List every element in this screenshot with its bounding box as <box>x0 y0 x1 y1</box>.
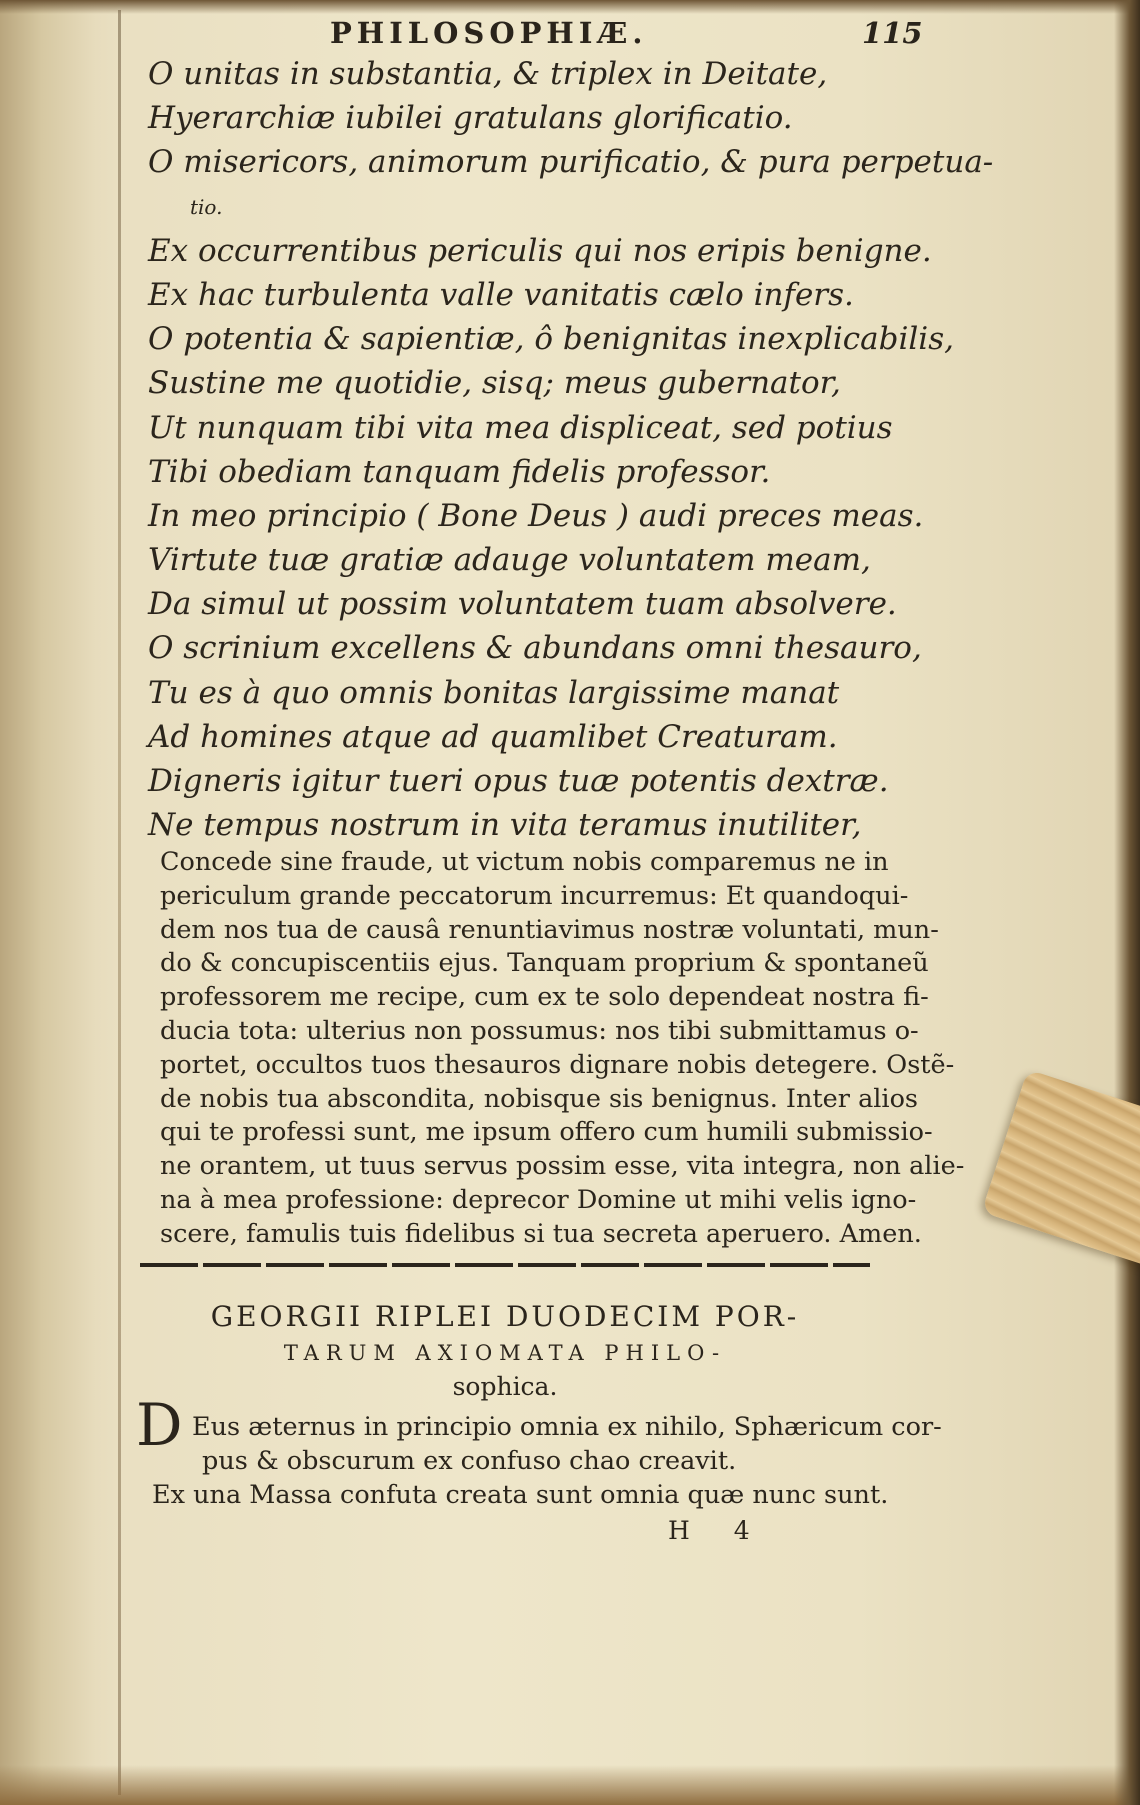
prose-line: periculum grande peccatorum incurremus: Et quandoqui- <box>160 880 909 911</box>
prayer-paragraph <box>160 846 965 1252</box>
body-line: Ex una Massa confuta creata sunt omnia quæ nunc sunt. <box>152 1480 889 1510</box>
prose-line: portet, occultos tuos thesauros dignare nobis detegere. Ostẽ- <box>160 1049 955 1080</box>
top-page-edge <box>0 0 1140 14</box>
prose-line: ducia tota: ulterius non possumus: nos tibi submittamus o- <box>160 1015 919 1046</box>
page-gutter <box>0 0 120 1805</box>
prose-line: dem nos tua de causâ renuntiavimus nostræ voluntati, mun- <box>160 914 939 945</box>
section-title-line: sophica. <box>452 1372 558 1401</box>
page-number: 115 <box>862 16 923 50</box>
signature-mark: H 4 <box>668 1516 768 1545</box>
verse-line: In meo principio ( Bone Deus ) audi preces meas. <box>148 497 924 534</box>
running-title: PHILOSOPHIÆ. <box>330 16 648 50</box>
prose-line: de nobis tua abscondita, nobisque sis benignus. Inter alios <box>160 1083 919 1114</box>
verse-line: O misericors, animorum purificatio, & pura perpetua- <box>148 144 994 181</box>
bottom-page-edge <box>0 1765 1140 1805</box>
verse-line: tio. <box>190 194 223 219</box>
verse-line: Ex hac turbulenta valle vanitatis cælo infers. <box>148 276 854 313</box>
prose-line: scere, famulis tuis fidelibus si tua secreta aperuero. Amen. <box>160 1218 922 1249</box>
prose-line: ne orantem, ut tuus servus possim esse, vita integra, non alie- <box>160 1151 965 1182</box>
binding-edge <box>118 10 121 1795</box>
verse-line: Virtute tuæ gratiæ adauge voluntatem meam, <box>148 542 871 579</box>
verse-line: Ut nunquam tibi vita mea displiceat, sed potius <box>148 409 893 446</box>
verse-line: O scrinium excellens & abundans omni thesauro, <box>148 630 922 667</box>
wooden-page-holder <box>981 1069 1140 1270</box>
verse-line: Ne tempus nostrum in vita teramus inutiliter, <box>148 807 862 844</box>
verse-line: Tibi obediam tanquam fidelis professor. <box>148 453 771 490</box>
verse-line: Ex occurrentibus periculis qui nos eripis benigne. <box>148 232 932 269</box>
verse-line: Da simul ut possim voluntatem tuam absolvere. <box>148 586 897 623</box>
body-line: pus & obscurum ex confuso chao creavit. <box>202 1446 737 1476</box>
section-body <box>152 1410 942 1512</box>
verse-line: O potentia & sapientiæ, ô benignitas inexplicabilis, <box>148 321 954 358</box>
drop-cap: D <box>136 1391 183 1459</box>
verse-block <box>148 52 994 847</box>
verse-line: Tu es à quo omnis bonitas largissime manat <box>148 674 840 711</box>
section-title <box>140 1298 870 1404</box>
section-title-line: TARUM AXIOMATA PHILO- <box>283 1341 727 1365</box>
verse-line: Hyerarchiæ iubilei gratulans glorificatio. <box>148 100 793 137</box>
prose-line: do & concupiscentiis ejus. Tanquam proprium & spontaneũ <box>160 948 929 979</box>
right-page-edge <box>1114 0 1140 1805</box>
section-divider-rule <box>140 1263 870 1267</box>
verse-line: Digneris igitur tueri opus tuæ potentis dextræ. <box>148 763 889 799</box>
body-line: Eus æternus in principio omnia ex nihilo, Sphæricum cor- <box>192 1412 942 1442</box>
verse-line: Sustine me quotidie, sisq; meus gubernator, <box>148 365 841 402</box>
prose-line: Concede sine fraude, ut victum nobis comparemus ne in <box>160 847 889 877</box>
section-title-line: GEORGII RIPLEI DUODECIM POR- <box>210 1300 800 1333</box>
prose-line: qui te professi sunt, me ipsum offero cum humili submissio- <box>160 1117 933 1148</box>
verse-line: O unitas in substantia, & triplex in Deitate, <box>148 56 828 92</box>
prose-line: professorem me recipe, cum ex te solo dependeat nostra fi- <box>160 982 929 1013</box>
prose-line: na à mea professione: deprecor Domine ut mihi velis igno- <box>160 1184 917 1215</box>
verse-line: Ad homines atque ad quamlibet Creaturam. <box>148 718 838 755</box>
